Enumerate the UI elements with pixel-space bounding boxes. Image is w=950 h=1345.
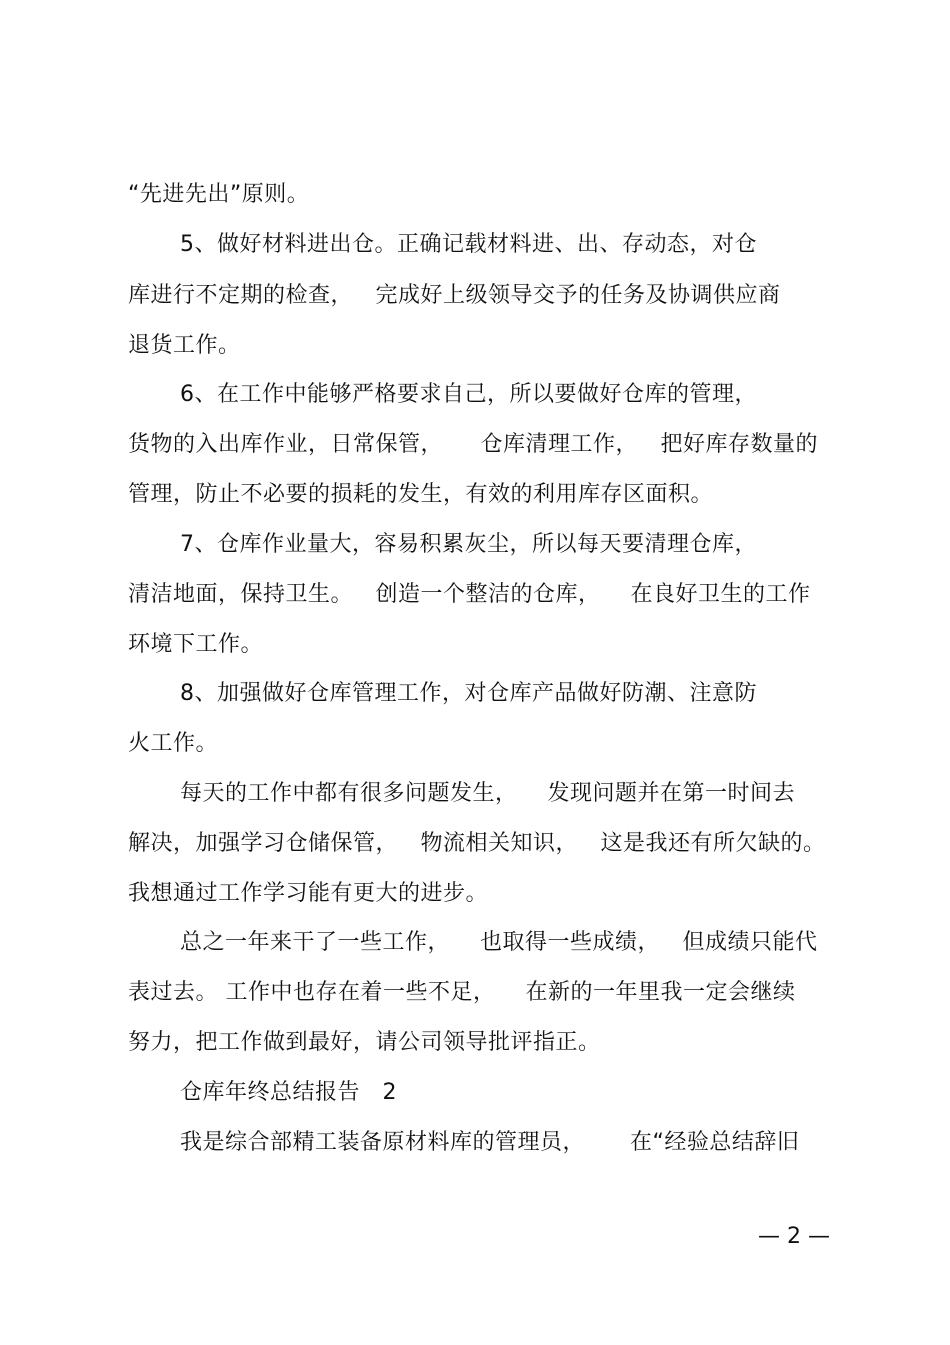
page-number: — 2 — xyxy=(758,1224,830,1249)
text-line: 每天的工作中都有很多问题发生， 发现问题并在第一时间去 xyxy=(180,781,795,806)
text-line: 管理，防止不必要的损耗的发生，有效的利用库存区面积。 xyxy=(128,482,714,507)
section-heading: 仓库年终总结报告 2 xyxy=(180,1080,397,1105)
text-line: 退货工作。 xyxy=(128,333,241,358)
text-line: 火工作。 xyxy=(128,731,219,756)
text-line: 表过去。 工作中也存在着一些不足， 在新的一年里我一定会继续 xyxy=(128,980,796,1005)
text-line: “先进先出”原则。 xyxy=(128,182,310,207)
text-line: 8、加强做好仓库管理工作，对仓库产品做好防潮、注意防 xyxy=(180,681,757,706)
text-line: 5、做好材料进出仓。正确记载材料进、出、存动态，对仓 xyxy=(180,232,757,257)
text-line: 解决，加强学习仓储保管， 物流相关知识， 这是我还有所欠缺的。 xyxy=(128,831,826,856)
text-line: 努力，把工作做到最好，请公司领导批评指正。 xyxy=(128,1030,601,1055)
text-line: 6、在工作中能够严格要求自己，所以要做好仓库的管理， xyxy=(180,382,757,407)
text-line: 总之一年来干了一些工作， 也取得一些成绩， 但成绩只能代 xyxy=(180,930,818,955)
text-line: 货物的入出库作业，日常保管， 仓库清理工作， 把好库存数量的 xyxy=(128,432,818,457)
text-line: 环境下工作。 xyxy=(128,632,264,657)
text-line: 清洁地面，保持卫生。 创造一个整洁的仓库， 在良好卫生的工作 xyxy=(128,582,811,607)
text-line: 7、仓库作业量大，容易积累灰尘，所以每天要清理仓库， xyxy=(180,532,757,557)
text-line: 我是综合部精工装备原材料库的管理员， 在“经验总结辞旧 xyxy=(180,1130,800,1155)
text-line: 我想通过工作学习能有更大的进步。 xyxy=(128,881,489,906)
text-line: 库进行不定期的检查， 完成好上级领导交予的任务及协调供应商 xyxy=(128,283,781,308)
